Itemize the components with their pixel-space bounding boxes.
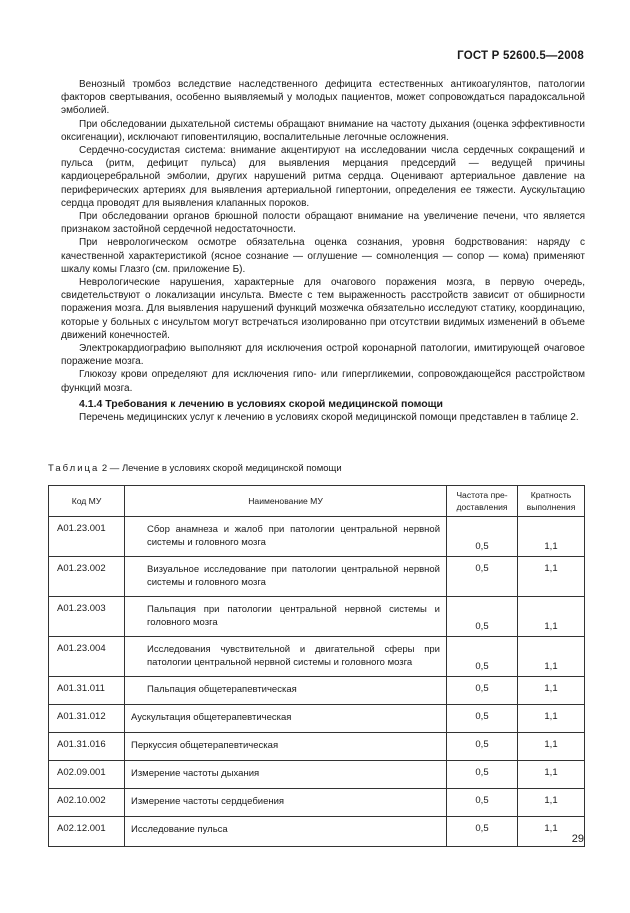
services-table xyxy=(48,485,585,847)
cell-code: A01.23.003 xyxy=(49,597,125,637)
document-header: ГОСТ Р 52600.5—2008 xyxy=(457,50,584,62)
cell-name-text: Измерение частоты дыхания xyxy=(131,768,260,779)
cell-code: A01.31.012 xyxy=(49,705,125,733)
cell-multiplicity: 1,1 xyxy=(518,733,585,761)
cell-name xyxy=(125,637,447,677)
page-number: 29 xyxy=(571,833,584,845)
table-row xyxy=(49,637,585,677)
cell-name-text: Исследование пульса xyxy=(131,824,228,835)
cell-code: A01.23.002 xyxy=(49,557,125,597)
header-frequency-line1: Частота пре- xyxy=(456,490,508,500)
table-row xyxy=(49,817,585,847)
cell-name xyxy=(125,705,447,733)
cell-multiplicity: 1,1 xyxy=(518,705,585,733)
table-row xyxy=(49,733,585,761)
paragraph: Венозный тромбоз вследствие наследственного дефицита естественных антикоагулянтов, патологии факторов свертывания, особенно выявляемый у молодых пациентов, может сопровождаться парадоксальной эмболией. xyxy=(61,79,585,117)
section-heading: 4.1.4 Требования к лечению в условиях скорой медицинской помощи xyxy=(79,397,443,410)
cell-name xyxy=(125,677,447,705)
table-caption-label: Таблица xyxy=(48,463,100,474)
cell-code: A01.31.011 xyxy=(49,677,125,705)
paragraph: Электрокардиографию выполняют для исключения острой коронарной патологии, имитирующей очаговое поражение мозга. xyxy=(61,343,585,368)
paragraph: При неврологическом осмотре обязательна оценка сознания, уровня бодрствования: наряду с качественной характеристикой (ясное сознание — оглушение — сомноленция — сопор — кома) применяют шкалу комы Глазго (см. приложение Б). xyxy=(61,237,585,275)
table-row xyxy=(49,517,585,557)
cell-multiplicity: 1,1 xyxy=(518,637,585,677)
cell-code: A02.10.002 xyxy=(49,789,125,817)
table-row xyxy=(49,705,585,733)
cell-name xyxy=(125,761,447,789)
table-row xyxy=(49,761,585,789)
table-caption xyxy=(48,463,342,474)
cell-code: A01.31.016 xyxy=(49,733,125,761)
cell-name xyxy=(125,789,447,817)
cell-multiplicity: 1,1 xyxy=(518,597,585,637)
paragraph: Перечень медицинских услуг к лечению в условиях скорой медицинской помощи представлен в таблице 2. xyxy=(79,411,579,423)
paragraph: Неврологические нарушения, характерные для очагового поражения мозга, в первую очередь, свидетельствуют о локализации инсульта. Вместе с тем выраженность расстройств зависит от обширности поражения мозга. Для выявления нарушений функций мозжечка обязательно исследуют статику, координацию, которые у больных с инсультом могут встречаться изолированно при отсутствии видимых изменений в объеме движений конечностей. xyxy=(61,277,585,341)
cell-name xyxy=(125,597,447,637)
cell-code: A02.12.001 xyxy=(49,817,125,847)
cell-name xyxy=(125,733,447,761)
header-multiplicity-line2: выполнения xyxy=(526,502,576,512)
cell-name xyxy=(125,817,447,847)
cell-multiplicity: 1,1 xyxy=(518,761,585,789)
cell-name xyxy=(125,557,447,597)
cell-multiplicity: 1,1 xyxy=(518,817,585,847)
cell-frequency: 0,5 xyxy=(447,761,518,789)
header-frequency xyxy=(447,486,518,517)
cell-frequency: 0,5 xyxy=(447,677,518,705)
cell-code: A02.09.001 xyxy=(49,761,125,789)
cell-multiplicity: 1,1 xyxy=(518,517,585,557)
cell-code: A01.23.001 xyxy=(49,517,125,557)
cell-frequency: 0,5 xyxy=(447,733,518,761)
cell-name-text: Перкуссия общетерапевтическая xyxy=(131,740,279,751)
table-row xyxy=(49,557,585,597)
cell-frequency: 0,5 xyxy=(447,705,518,733)
table-row xyxy=(49,597,585,637)
cell-name-text: Аускультация общетерапевтическая xyxy=(131,712,292,723)
cell-name-text: Пальпация при патологии центральной нервной системы и головного мозга xyxy=(147,604,440,628)
cell-multiplicity: 1,1 xyxy=(518,557,585,597)
cell-name-text: Исследования чувствительной и двигательной сферы при патологии центральной нервной системы и головного мозга xyxy=(147,644,440,668)
header-multiplicity xyxy=(518,486,585,517)
table-row xyxy=(49,677,585,705)
cell-multiplicity: 1,1 xyxy=(518,677,585,705)
table-header-row xyxy=(49,486,585,517)
cell-code: A01.23.004 xyxy=(49,637,125,677)
body-text xyxy=(61,78,585,424)
paragraph: Сердечно-сосудистая система: внимание акцентируют на исследовании числа сердечных сокращений и пульса (ритм, дефицит пульса) для выявления мерцания предсердий — ведущей причины кардиоцеребральной эмболии, других нарушений ритма сердца. Оценивают артериальное давление на периферических артериях для выявления артериальной гипертонии, определения ее тяжести. Аускультацию сердца проводят для выявления клапанных пороков. xyxy=(61,145,585,209)
cell-frequency: 0,5 xyxy=(447,557,518,597)
cell-name-text: Визуальное исследование при патологии центральной нервной системы и головного мозга xyxy=(147,564,440,588)
table-row xyxy=(49,789,585,817)
cell-frequency: 0,5 xyxy=(447,637,518,677)
cell-name-text: Пальпация общетерапевтическая xyxy=(147,684,297,695)
header-code: Код МУ xyxy=(49,486,125,517)
paragraph: При обследовании дыхательной системы обращают внимание на частоту дыхания (оценка эффективности оксигенации), исключают гиповентиляцию, воспалительные легочные осложнения. xyxy=(61,118,585,143)
table-caption-title: 2 — Лечение в условиях скорой медицинской помощи xyxy=(99,463,342,474)
cell-name xyxy=(125,517,447,557)
paragraph: При обследовании органов брюшной полости обращают внимание на увеличение печени, что является признаком застойной сердечной недостаточности. xyxy=(61,211,585,236)
cell-frequency: 0,5 xyxy=(447,789,518,817)
cell-name-text: Измерение частоты сердцебиения xyxy=(131,796,285,807)
paragraph: Глюкозу крови определяют для исключения гипо- или гипергликемии, сопровождающейся расстройством функций мозга. xyxy=(61,369,585,394)
header-name: Наименование МУ xyxy=(125,486,447,517)
cell-multiplicity: 1,1 xyxy=(518,789,585,817)
cell-frequency: 0,5 xyxy=(447,817,518,847)
cell-frequency: 0,5 xyxy=(447,597,518,637)
cell-name-text: Сбор анамнеза и жалоб при патологии центральной нервной системы и головного мозга xyxy=(147,524,440,548)
header-frequency-line2: доставления xyxy=(456,502,508,512)
header-multiplicity-line1: Кратность xyxy=(530,490,572,500)
cell-frequency: 0,5 xyxy=(447,517,518,557)
